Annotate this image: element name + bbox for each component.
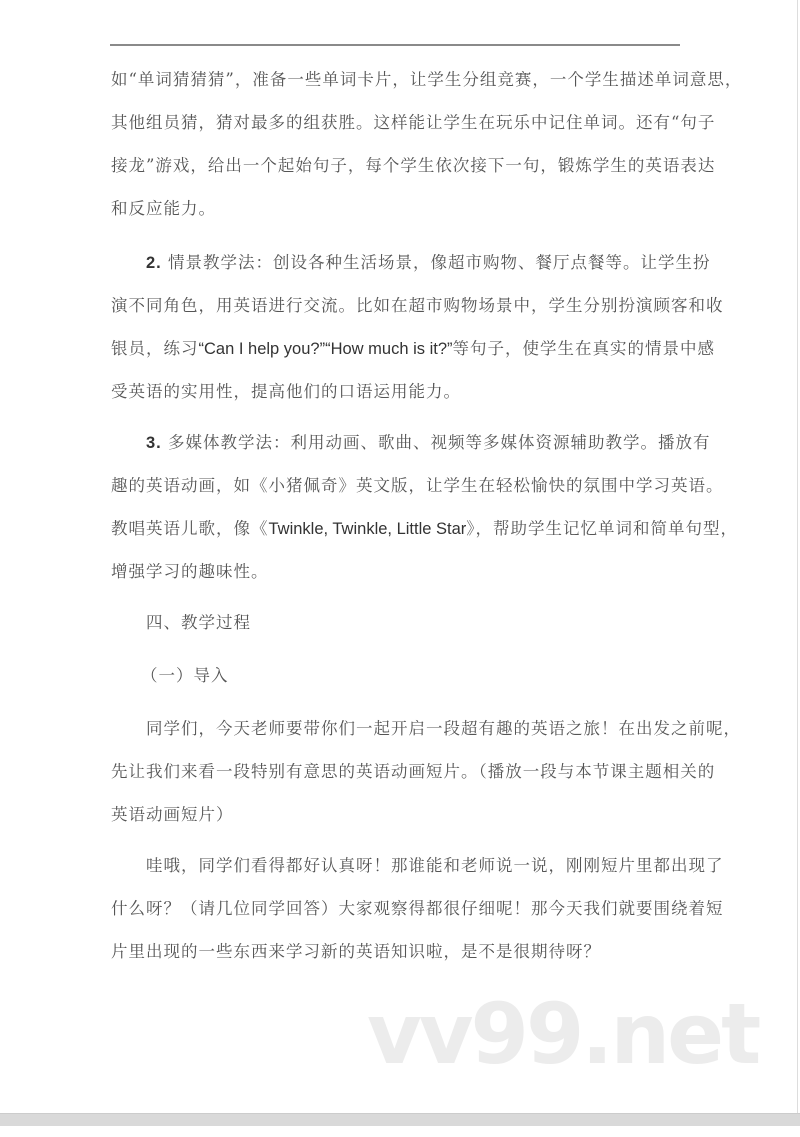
text-line: 什么呀？（请几位同学回答）大家观察得都很仔细呢！那今天我们就要围绕着短 xyxy=(111,899,724,918)
text-line: 增强学习的趣味性。 xyxy=(111,562,269,581)
text-line: 片里出现的一些东西来学习新的英语知识啦，是不是很期待呀？ xyxy=(111,942,601,961)
text-line: 同学们，今天老师要带你们一起开启一段超有趣的英语之旅！在出发之前呢， xyxy=(146,719,741,738)
text-line: 演不同角色，用英语进行交流。比如在超市购物场景中，学生分别扮演顾客和收 xyxy=(111,296,724,315)
text-line: 趣的英语动画，如《小猪佩奇》英文版，让学生在轻松愉快的氛围中学习英语。 xyxy=(111,476,724,495)
text-span: 银员，练习 xyxy=(111,339,199,358)
text-span: 》，帮助学生记忆单词和简单句型， xyxy=(466,519,739,538)
text-line xyxy=(111,517,739,541)
english-phrase: “Can I help you?”“How much is it?” xyxy=(198,340,453,358)
text-span: 等句子，使学生在真实的情景中感 xyxy=(452,339,716,358)
text-line: 其他组员猜，猜对最多的组获胜。这样能让学生在玩乐中记住单词。还有“句子 xyxy=(111,113,716,132)
text-line: 英语动画短片） xyxy=(111,805,234,824)
text-line: 如“单词猜猜猜”，准备一些单词卡片，让学生分组竞赛，一个学生描述单词意思， xyxy=(111,70,743,89)
text-span: 情景教学法：创设各种生活场景，像超市购物、餐厅点餐等。让学生扮 xyxy=(168,253,711,272)
text-line: 和反应能力。 xyxy=(111,199,216,218)
header-rule xyxy=(110,44,680,46)
text-line xyxy=(146,431,711,455)
page-separator xyxy=(0,1113,800,1127)
next-page-edge xyxy=(0,1126,800,1137)
text-span: 教唱英语儿歌，像《 xyxy=(111,519,269,538)
text-line xyxy=(146,251,711,275)
watermark: vv99.net xyxy=(367,985,759,1083)
text-span: 多媒体教学法：利用动画、歌曲、视频等多媒体资源辅助教学。播放有 xyxy=(168,433,711,452)
list-number: 2. xyxy=(146,254,162,272)
text-line: 受英语的实用性，提高他们的口语运用能力。 xyxy=(111,382,461,401)
subsection-heading: （一）导入 xyxy=(141,666,229,685)
list-number: 3. xyxy=(146,434,162,452)
text-line: 先让我们来看一段特别有意思的英语动画短片。（播放一段与本节课主题相关的 xyxy=(111,762,716,781)
text-line: 哇哦，同学们看得都好认真呀！那谁能和老师说一说，刚刚短片里都出现了 xyxy=(146,856,724,875)
section-heading: 四、教学过程 xyxy=(146,613,251,632)
text-line: 接龙”游戏，给出一个起始句子，每个学生依次接下一句，锻炼学生的英语表达 xyxy=(111,156,716,175)
text-line xyxy=(111,337,716,361)
english-title: Twinkle, Twinkle, Little Star xyxy=(268,520,467,538)
